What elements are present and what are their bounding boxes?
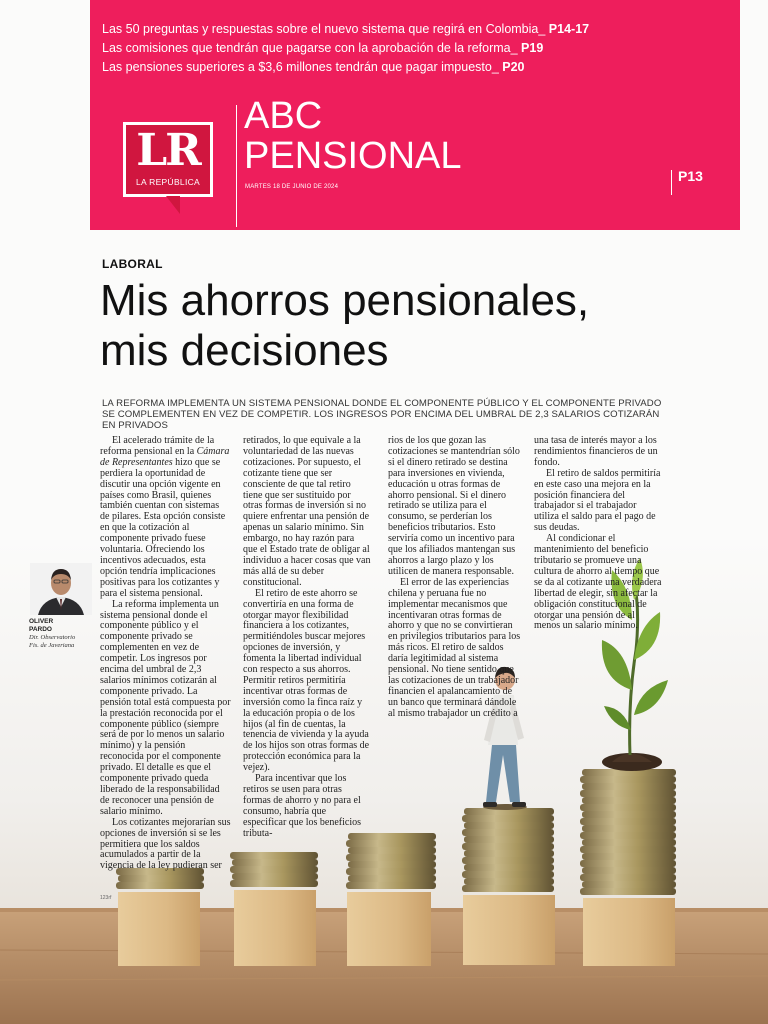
section-title xyxy=(244,96,462,176)
paragraph: Para incentivar que los retiros se usen para otras formas de ahorro y no para el consumo, habría que especificar que los beneficios tributa- xyxy=(243,773,362,839)
headline-line2: mis decisiones xyxy=(100,326,389,375)
logo-name: LA REPÚBLICA xyxy=(135,177,201,187)
coin-stack-2 xyxy=(230,852,318,966)
paragraph: La reforma implementa un sistema pensional donde el componente público y el componente privado se complementen en vez de competir. Los ingresos por encima del umbral de 2,3 salarios mínimos cotizarán al componente privado. La pensión total está compuesta por la prestación reconocida por el componente público (siempre será de por lo menos un salario mínimo) y la pensión reconocida por el componente privado. El detalle es que el componente privado queda liberado de la responsabilidad de reconocer una pensión de salario mínimo. xyxy=(100,598,231,817)
article-column-1 xyxy=(100,436,231,872)
headline-line1: Mis ahorros pensionales, xyxy=(100,276,590,325)
issue-date: MARTES 18 DE JUNIO DE 2024 xyxy=(245,184,339,190)
page-number: P13 xyxy=(678,168,703,184)
la-republica-logo xyxy=(123,122,213,197)
page-number-divider xyxy=(671,170,672,195)
teaser-link-3[interactable]: Las pensiones superiores a $3,6 millones tendrán que pagar impuesto_ P20 xyxy=(102,60,525,74)
coin-stack-3 xyxy=(346,833,436,966)
article-column-2 xyxy=(243,436,371,840)
logo-letters: LR xyxy=(136,125,200,176)
author-name: OLIVER PARDO xyxy=(29,618,54,633)
paragraph: El retiro de este ahorro se convertiría en una forma de otorgar mayor flexibilidad financiera a los cotizantes, permitiéndoles buscar mejores opciones de inversión, y fomenta la libertad individual con respecto a sus ahorros. Permitir retiros permitiría incentivar otras formas de inversión como la finca raíz y la educación propia o de los hijos (al fin de cuentas, la tenencia de vivienda y la ayuda de los hijos son otras formas de protección económica para la vejez). xyxy=(243,587,370,774)
paragraph: rios de los que gozan las cotizaciones se mantendrían sólo si el dinero retirado se destina para inversiones en vivienda, educación u otras formas de ahorro pensional. Si el dinero retirado se utiliza para el consumo, se perderían los beneficios tributarios. Esto serviría como un incentivo para que los afiliados mantengan sus ahorros a largo plazo y los utilicen de manera responsable. xyxy=(388,435,520,577)
paragraph: una tasa de interés mayor a los rendimientos financieros de un fondo. xyxy=(534,435,658,468)
teaser-link-1[interactable]: Las 50 preguntas y respuestas sobre el nuevo sistema que regirá en Colombia_ P14-17 xyxy=(102,22,590,36)
article-headline xyxy=(100,276,740,376)
paragraph: retirados, lo que equivale a la voluntariedad de las nuevas cotizaciones. Por supuesto, el cotizante tiene que ser consciente de que tal retiro tiene que ser sustituido por otras formas de inversión si no quiere enfrentar una pensión de apenas un salario mínimo. Sin embargo, no hay razón para que el Estado trate de obligar al individuo a hacer cosas que van más allá de su deber constitucional. xyxy=(243,435,371,588)
article-column-3 xyxy=(388,436,522,720)
paragraph: El error de las experiencias chilena y peruana fue no implementar mecanismos que incentivaran otras formas de ahorro y que no se convirtieran en privilegios tributarios para los más ricos. El retiro de saldos daría legitimidad al sistema pensional. No tiene sentido que las cotizaciones de un trabajador financien el apalancamiento de un banco que terminará dándole al mismo trabajador un crédito a xyxy=(388,576,521,719)
coin-stack-4 xyxy=(462,808,555,965)
author-role: Dir. Observatorio Fis. de Javeriana xyxy=(29,634,76,649)
section-title-line2: PENSIONAL xyxy=(244,135,462,177)
teaser-link-2[interactable]: Las comisiones que tendrán que pagarse con la aprobación de la reforma_ P19 xyxy=(102,41,544,55)
paragraph: Al condicionar el mantenimiento del beneficio tributario se promueve una cultura de ahorro al tiempo que se da al cotizante una verdadera libertad de elegir, sin afectar la obligación constitucional de otorgar una pensión de al menos un salario mínimo. xyxy=(534,533,662,632)
author-photo xyxy=(30,563,92,615)
coin-stack-1 xyxy=(116,868,204,966)
article-kicker: LABORAL xyxy=(102,257,163,271)
section-title-line1: ABC xyxy=(244,95,323,137)
coin-stack-5 xyxy=(580,769,676,966)
paragraph: El acelerado trámite de la reforma pensional en la Cámara de Representantes hizo que se perdiera la oportunidad de discutir una opción vigente en países como Brasil, quienes también cuentan con sistemas de pilares. Esta opción consiste en que la cotización al componente privado fuese voluntaria. Ofreciendo los incentivos adecuados, esta opción tendría implicaciones positivas para los cotizantes y para el sistema pensional. xyxy=(100,435,230,599)
logo-speech-tail xyxy=(166,196,180,214)
article-column-4 xyxy=(534,436,663,632)
paragraph: El retiro de saldos permitiría en este caso una mejora en la posición financiera del trabajador si el trabajador utiliza el saldo para el pago de sus deudas. xyxy=(534,467,661,534)
paragraph: Los cotizantes mejorarían sus opciones de inversión si se les permitiera que los saldos acumulados a partir de la vigencia de la ley pudieran ser xyxy=(100,816,231,872)
section-divider xyxy=(236,105,237,227)
article-deck: LA REFORMA IMPLEMENTA UN SISTEMA PENSIONAL DONDE EL COMPONENTE PÚBLICO Y EL COMPONENTE PRIVADO SE COMPLEMENTEN EN VEZ DE COMPETIR. LOS INGRESOS POR ENCIMA DEL UMBRAL DE 2,3 SALARIOS COTIZARÁN EN PRIVADOS xyxy=(102,398,662,431)
photo-credit: 123rf xyxy=(100,895,112,901)
